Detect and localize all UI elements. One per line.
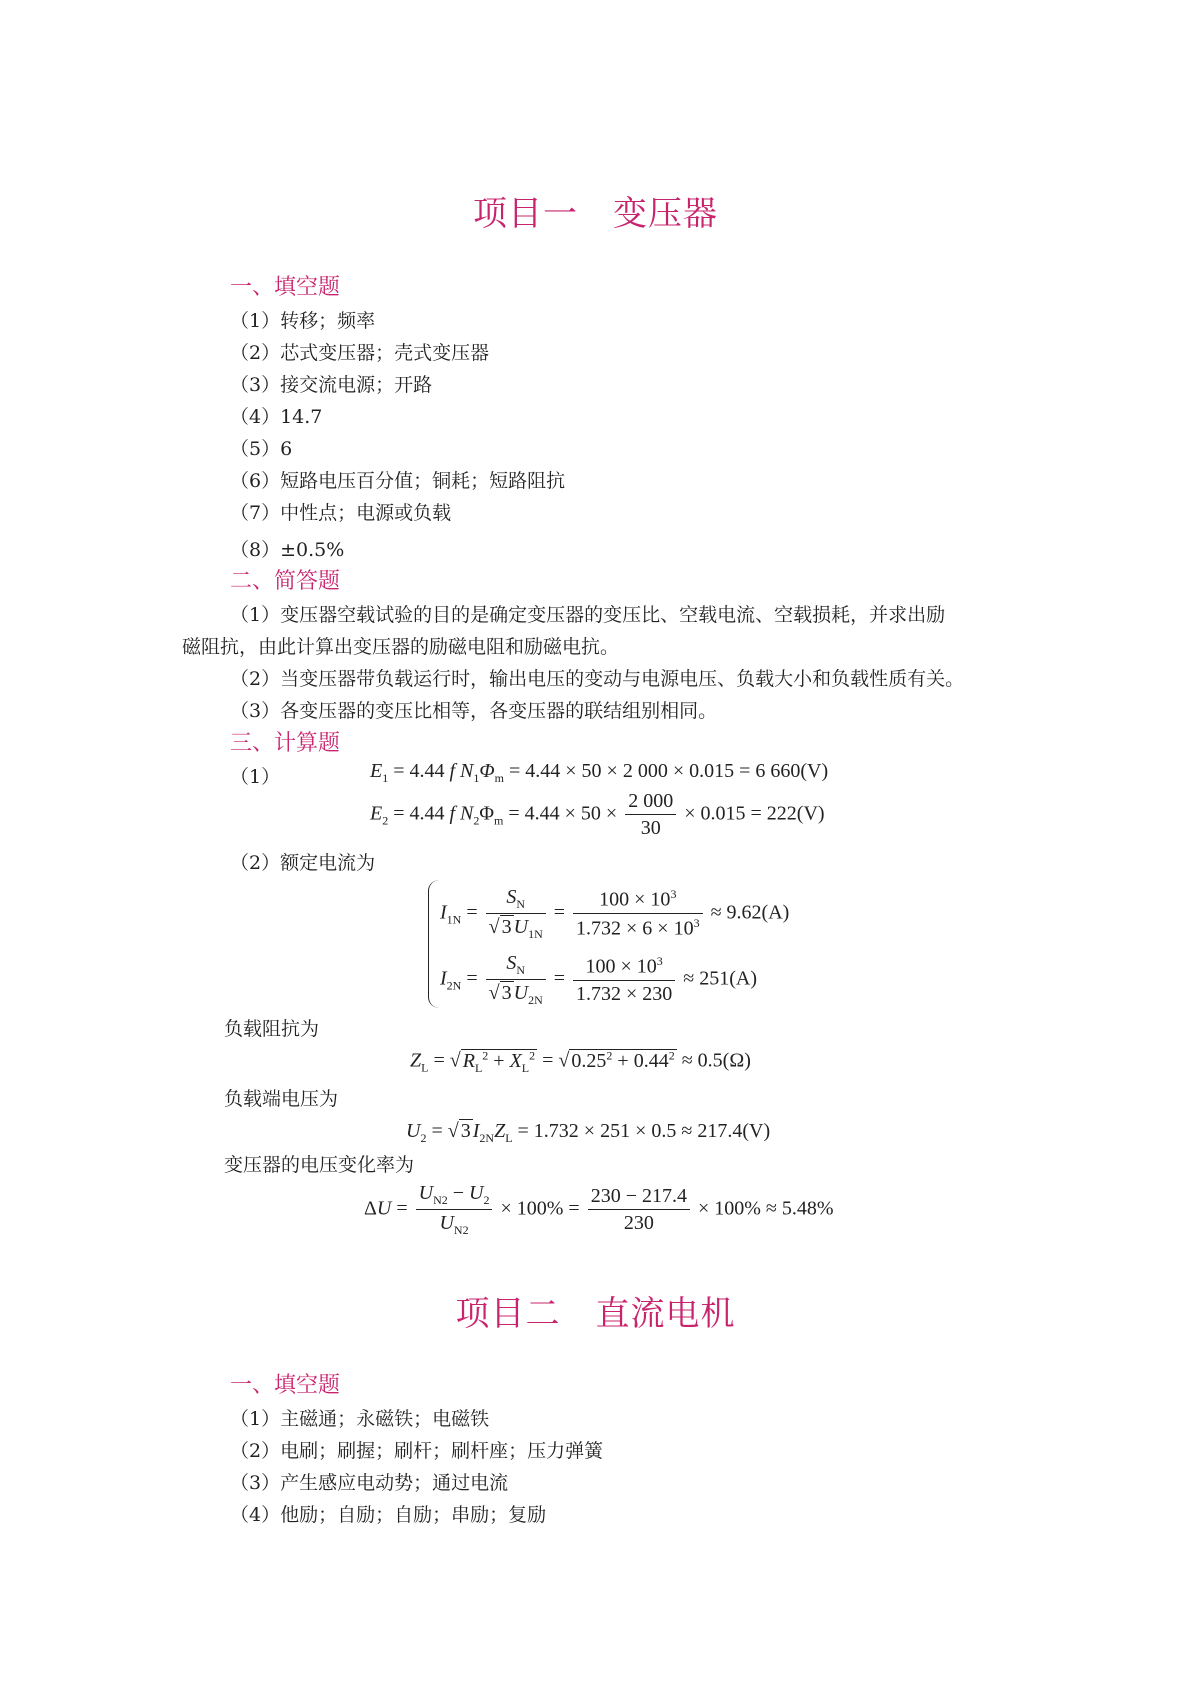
- item-number: （5）: [230, 438, 281, 460]
- formula-e1: $E_1 = 4.44$ f $N_1\Phi_m = 4.44 \times 50 \times 2$ 000 × 0.015 = 6 660(V): [370, 760, 829, 785]
- fill-item: [230, 434, 292, 461]
- formula-e1-rest: = 4.44 × 50 × 2 000 × 0.015 = 6 660(V): [508, 760, 829, 782]
- load-impedance-label: 负载阻抗为: [224, 1018, 320, 1040]
- item-text: 14.7: [280, 406, 323, 428]
- voltage-regulation-label: 变压器的电压变化率为: [224, 1154, 415, 1176]
- item-number: （3）: [230, 700, 281, 722]
- formula-e2: $E_2 = 4.44$ f $N_2\Phi_m = 4.44 \times 50$ × $\frac{2 000}{30}$ × 0.015 = 222(V): [370, 790, 825, 839]
- formula-zl: $Z_L$ = √ $R_L^2 + X_L^2$ = √ $0.25^2 + 0.44^2 \approx 0.5(\Omega)$: [410, 1048, 751, 1075]
- fraction: [573, 954, 675, 1006]
- item-text: ±0.5%: [280, 539, 345, 561]
- denominator: 30: [640, 817, 661, 839]
- formula-i1n: $I_{1N}$ = $\frac{S_N}{√ 3 U_{1N}}$ = $\frac{100 \times 10^3}{1.732 \times 6 \times 10^3}$ ≈ 9.62(A): [440, 886, 790, 941]
- item-number: （1）: [230, 604, 281, 626]
- fill-item: [230, 535, 344, 562]
- fill-item: [230, 466, 565, 493]
- du-mid: × 100% =: [500, 1197, 580, 1220]
- i2-numerator: 100 × 10: [585, 955, 657, 978]
- numerator: $100 \times 10^3$: [573, 954, 675, 981]
- item-number: （1）: [230, 310, 281, 332]
- item-text: 主磁通；永磁铁；电磁铁: [280, 1408, 490, 1430]
- denominator: $U_{N2}$: [439, 1212, 469, 1237]
- fill-item: [230, 1404, 489, 1431]
- item-number: （3）: [230, 1472, 281, 1494]
- fraction: [486, 886, 546, 942]
- denominator: √ 3 $U_{1N}$: [488, 916, 543, 941]
- calc-item: [230, 848, 375, 875]
- denominator: 1.732 × 230: [576, 982, 673, 1005]
- zl-term-1: 0.25: [571, 1049, 607, 1072]
- i1-denominator: 1.732 × 6 × 10: [576, 917, 694, 940]
- fill-item: [230, 1468, 508, 1495]
- numerator: $S_N$: [486, 886, 546, 914]
- item-number: （6）: [230, 470, 281, 492]
- item-number: （2）: [230, 852, 281, 874]
- numerator: $U_{N2} - U_2$: [416, 1182, 493, 1210]
- du-result: × 100% ≈ 5.48%: [697, 1197, 834, 1220]
- project1-short-heading: 二、简答题: [230, 569, 341, 594]
- item-number: （8）: [230, 539, 281, 561]
- formula-du: ΔU = $\frac{U_{N2} - U_2}{U_{N2}}$ × 100% = $\frac{230 - 217.4}{230}$ × 100% ≈ 5.48%: [364, 1182, 834, 1237]
- fill-item: [230, 370, 432, 397]
- item-number: （7）: [230, 502, 281, 524]
- item-number: （2）: [230, 1440, 281, 1462]
- formula-e2-pre: = 4.44 × 50 ×: [508, 802, 618, 825]
- project2-title: 项目二 直流电机: [455, 1294, 736, 1334]
- item-text: 当变压器带负载运行时，输出电压的变动与电源电压、负载大小和负载性质有关。: [280, 668, 965, 690]
- numerator: $S_N$: [486, 952, 546, 980]
- project2-fill-heading: 一、填空题: [230, 1373, 341, 1398]
- item-text: 转移；频率: [280, 310, 376, 332]
- item-text: 电刷；刷握；刷杆；刷杆座；压力弹簧: [280, 1440, 604, 1462]
- zl-result: ≈ 0.5(Ω): [681, 1049, 751, 1072]
- item-text: 6: [280, 438, 293, 460]
- numerator: 2 000: [625, 790, 676, 815]
- item-number: （1）: [230, 1408, 281, 1430]
- fill-item: [230, 1436, 603, 1463]
- item-number: （4）: [230, 1504, 281, 1526]
- fill-item: [230, 338, 489, 365]
- item-text: 他励；自励；自励；串励；复励: [280, 1504, 547, 1526]
- fill-item: [230, 306, 375, 333]
- brace: [428, 880, 439, 1008]
- fraction: [625, 790, 676, 840]
- i2-result: ≈ 251(A): [683, 967, 758, 990]
- load-voltage-label: 负载端电压为: [224, 1088, 339, 1110]
- item-text: 短路电压百分值；铜耗；短路阻抗: [280, 470, 566, 492]
- fill-item: [230, 402, 322, 429]
- u2-rest: = 1.732 × 251 × 0.5 ≈ 217.4(V): [517, 1120, 771, 1142]
- i1-result: ≈ 9.62(A): [710, 901, 790, 924]
- fraction: [573, 887, 703, 940]
- project1-fill-heading: 一、填空题: [230, 275, 341, 300]
- item-text: 中性点；电源或负载: [280, 502, 452, 524]
- denominator: 230: [623, 1212, 654, 1234]
- zl-term-2: 0.44: [633, 1049, 669, 1072]
- project1-calc-heading: 三、计算题: [230, 731, 341, 756]
- project1-title: 项目一 变压器: [473, 194, 718, 234]
- formula-u2: $U_2$ = √ 3 $I_{2N}Z_L = 1.732 \times 251 \times 0.5 \approx 217.4(V)$: [406, 1120, 771, 1145]
- item-text: 额定电流为: [280, 852, 376, 874]
- denominator: $1.732 \times 6 \times 10^3$: [576, 916, 700, 940]
- numerator: $100 \times 10^3$: [573, 887, 703, 914]
- calc-item-number: （1）: [230, 766, 281, 788]
- item-text: 变压器空载试验的目的是确定变压器的变压比、空载电流、空载损耗，并求出励: [280, 604, 946, 626]
- formula-i2n: $I_{2N}$ = $\frac{S_N}{√ 3 U_{2N}}$ = $\frac{100 \times 10^3}{1.732 \times 230}$ ≈ 251(A): [440, 952, 758, 1007]
- fill-item: [230, 1500, 546, 1527]
- short-item: [230, 664, 964, 691]
- fraction: [588, 1185, 690, 1235]
- item-number: （3）: [230, 374, 281, 396]
- formula-e2-post: × 0.015 = 222(V): [684, 802, 825, 825]
- item-text: 接交流电源；开路: [280, 374, 433, 396]
- short-item: [230, 696, 717, 723]
- numerator: 230 − 217.4: [588, 1185, 690, 1210]
- item-text: 产生感应电动势；通过电流: [280, 1472, 509, 1494]
- item-text: 各变压器的变压比相等，各变压器的联结组别相同。: [280, 700, 718, 722]
- item-number: （4）: [230, 406, 281, 428]
- item-number: （2）: [230, 668, 281, 690]
- item-number: （2）: [230, 342, 281, 364]
- fraction: [486, 952, 546, 1008]
- fill-item: [230, 498, 451, 525]
- short-item: [230, 600, 945, 627]
- denominator: √ 3 $U_{2N}$: [488, 982, 543, 1007]
- i1-numerator: 100 × 10: [599, 889, 671, 911]
- item-text: 芯式变压器；壳式变压器: [280, 342, 490, 364]
- short-item-continuation: 磁阻抗，由此计算出变压器的励磁电阻和励磁电抗。: [182, 636, 620, 658]
- fraction: [416, 1182, 493, 1238]
